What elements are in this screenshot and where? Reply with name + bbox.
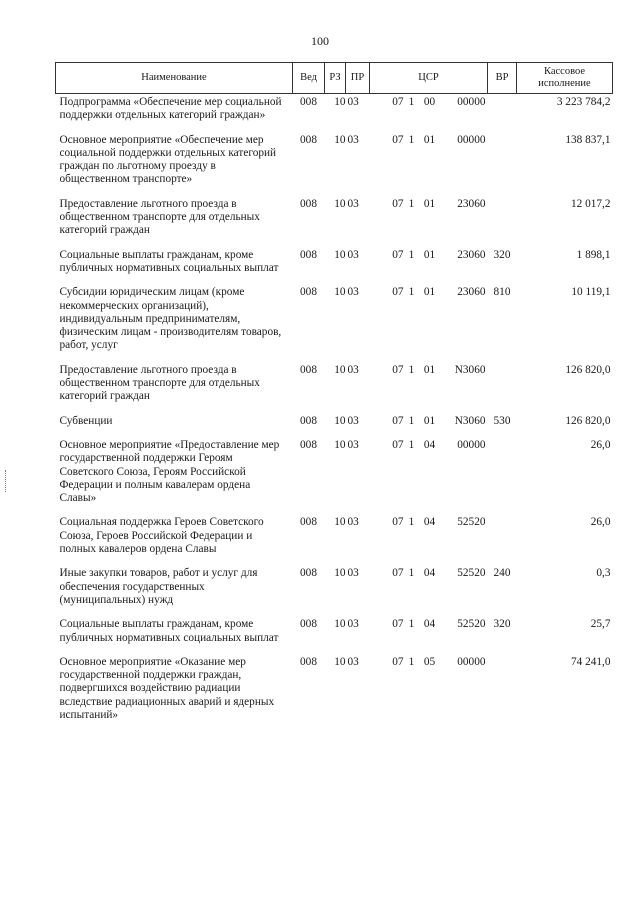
header-name: Наименование [56, 63, 293, 94]
row-csr [370, 616, 488, 654]
row-vr [488, 196, 517, 247]
row-ved: 008 [300, 567, 317, 580]
row-ved: 008 [300, 516, 317, 529]
csr-subprogram: 1 [408, 618, 415, 631]
row-csr [370, 437, 488, 514]
csr-direction: 00000 [457, 96, 486, 108]
row-ved: 008 [300, 96, 317, 108]
row-rz: 10 [334, 286, 346, 299]
csr-subprogram: 1 [408, 655, 415, 668]
csr-direction: 23060 [457, 248, 486, 261]
csr-direction: 52520 [457, 618, 486, 631]
row-vr [488, 94, 517, 132]
row-sum: 3 223 784,2 [556, 96, 611, 108]
table-row [56, 196, 613, 247]
header-ved: Вед [293, 63, 325, 94]
row-sum: 74 241,0 [570, 655, 611, 668]
table-row [56, 132, 613, 196]
csr-subprogram: 1 [408, 286, 415, 299]
csr-event: 04 [423, 516, 436, 529]
csr-program: 07 [392, 618, 404, 631]
row-sum: 0,3 [596, 567, 611, 580]
row-ved: 008 [300, 286, 317, 299]
row-sum: 10 119,1 [571, 286, 611, 299]
row-ved: 008 [300, 248, 317, 261]
table-header [56, 63, 613, 94]
row-ved: 008 [300, 197, 317, 210]
row-rz: 10 [334, 96, 346, 108]
csr-event: 01 [423, 197, 436, 210]
table-row [56, 362, 613, 413]
row-vr [488, 362, 517, 413]
header-rz: РЗ [325, 63, 346, 94]
csr-subprogram: 1 [408, 197, 415, 210]
row-name: Предоставление льготного проезда в общественном транспорте для отдельных категорий граждан [59, 197, 260, 237]
csr-direction: 52520 [457, 516, 486, 529]
csr-direction: 00000 [457, 133, 486, 146]
row-pr: 03 [347, 567, 359, 580]
row-ved: 008 [300, 363, 317, 376]
csr-event: 04 [423, 567, 436, 580]
row-vr: 320 [493, 248, 511, 261]
row-rz: 10 [334, 618, 346, 631]
csr-event: 01 [423, 248, 436, 261]
header-pr: ПР [346, 63, 370, 94]
csr-subprogram: 1 [408, 248, 415, 261]
row-ved: 008 [300, 414, 317, 427]
row-pr: 03 [347, 438, 359, 451]
row-name: Подпрограмма «Обеспечение мер социальной поддержки отдельных категорий граждан» [59, 96, 282, 122]
row-vr [488, 654, 517, 731]
csr-subprogram: 1 [408, 363, 415, 376]
csr-event: 01 [423, 286, 436, 299]
row-vr [488, 437, 517, 514]
row-pr: 03 [347, 286, 359, 299]
row-sum: 25,7 [590, 618, 611, 631]
csr-subprogram: 1 [408, 133, 415, 146]
csr-program: 07 [392, 96, 404, 108]
table-row [56, 514, 613, 565]
row-name: Субсидии юридическим лицам (кроме некоммерческих организаций), индивидуальным предпринимателям, физическим лицам - производителям товаров, работ, услуг [59, 286, 282, 352]
row-pr: 03 [347, 363, 359, 376]
row-rz: 10 [334, 655, 346, 668]
row-vr [488, 514, 517, 565]
csr-direction: 23060 [457, 286, 486, 299]
row-pr: 03 [347, 133, 359, 146]
csr-subprogram: 1 [408, 414, 415, 427]
csr-subprogram: 1 [408, 96, 415, 108]
row-pr: 03 [347, 197, 359, 210]
csr-program: 07 [392, 286, 404, 299]
row-sum: 26,0 [590, 516, 611, 529]
table-row [56, 284, 613, 361]
table-row [56, 565, 613, 616]
row-name: Основное мероприятие «Предоставление мер государственной поддержки Героям Советского Союза, Героям Российской Федерации и полным кавалерам ордена Славы» [59, 438, 280, 505]
budget-execution-table [55, 62, 613, 731]
row-name: Основное мероприятие «Обеспечение мер социальной поддержки отдельных категорий граждан по льготному проезду в общественном транспорте» [59, 133, 277, 186]
table-row [56, 247, 613, 285]
csr-event: 00 [423, 96, 436, 108]
row-name: Социальные выплаты гражданам, кроме публичных нормативных социальных выплат [59, 618, 279, 644]
row-vr: 810 [493, 286, 511, 299]
csr-program: 07 [392, 516, 404, 529]
csr-direction: 23060 [457, 197, 486, 210]
csr-event: 05 [423, 655, 436, 668]
csr-direction: 00000 [457, 438, 486, 451]
row-vr: 320 [493, 618, 511, 631]
row-name: Социальные выплаты гражданам, кроме публичных нормативных социальных выплат [59, 248, 279, 274]
row-sum: 138 837,1 [565, 133, 611, 146]
header-vr: ВР [488, 63, 517, 94]
row-ved: 008 [300, 133, 317, 146]
csr-program: 07 [392, 438, 404, 451]
table-row [56, 654, 613, 731]
row-pr: 03 [347, 414, 359, 427]
row-sum: 126 820,0 [565, 363, 611, 376]
row-rz: 10 [334, 414, 346, 427]
csr-event: 01 [423, 363, 436, 376]
row-ved: 008 [300, 618, 317, 631]
binding-margin-mark [5, 470, 9, 492]
csr-program: 07 [392, 197, 404, 210]
table-row [56, 94, 613, 132]
csr-direction: N3060 [454, 363, 486, 376]
row-vr: 240 [493, 567, 511, 580]
row-pr: 03 [347, 248, 359, 261]
row-sum: 126 820,0 [565, 414, 611, 427]
row-name: Субвенции [59, 414, 113, 427]
csr-event: 04 [423, 438, 436, 451]
csr-program: 07 [392, 363, 404, 376]
header-sum: Кассовое исполнение [517, 63, 613, 94]
csr-subprogram: 1 [408, 438, 415, 451]
csr-program: 07 [392, 248, 404, 261]
row-name: Предоставление льготного проезда в общественном транспорте для отдельных категорий граждан [59, 363, 260, 403]
row-rz: 10 [334, 197, 346, 210]
row-sum: 12 017,2 [570, 197, 611, 210]
row-rz: 10 [334, 438, 346, 451]
row-vr: 530 [493, 414, 511, 427]
table-body [56, 94, 613, 732]
row-rz: 10 [334, 133, 346, 146]
row-rz: 10 [334, 248, 346, 261]
row-pr: 03 [347, 516, 359, 529]
row-vr [488, 132, 517, 196]
table-row [56, 616, 613, 654]
row-name: Основное мероприятие «Оказание мер государственной поддержки граждан, подвергшихся воздействию радиации вследствие радиационных аварий и ядерных испытаний» [59, 655, 275, 721]
row-ved: 008 [300, 655, 317, 668]
csr-program: 07 [392, 567, 404, 580]
table-row [56, 413, 613, 437]
csr-event: 04 [423, 618, 436, 631]
csr-subprogram: 1 [408, 567, 415, 580]
table-row [56, 437, 613, 514]
csr-program: 07 [392, 133, 404, 146]
row-rz: 10 [334, 567, 346, 580]
row-csr [370, 284, 488, 361]
row-sum: 26,0 [590, 438, 611, 451]
row-pr: 03 [347, 655, 359, 668]
row-pr: 03 [347, 618, 359, 631]
row-csr [370, 362, 488, 413]
row-csr [370, 132, 488, 196]
row-csr [370, 654, 488, 731]
row-csr [370, 196, 488, 247]
csr-direction: N3060 [454, 414, 486, 427]
csr-direction: 52520 [457, 567, 486, 580]
row-csr [370, 413, 488, 437]
row-csr [370, 94, 488, 132]
row-csr [370, 514, 488, 565]
page-number: 100 [311, 34, 329, 48]
row-sum: 1 898,1 [576, 248, 611, 261]
csr-event: 01 [423, 133, 436, 146]
header-csr: ЦСР [370, 63, 488, 94]
row-csr [370, 565, 488, 616]
row-ved: 008 [300, 438, 317, 451]
row-name: Иные закупки товаров, работ и услуг для обеспечения государственных (муниципальных) нужд [59, 567, 258, 606]
csr-program: 07 [392, 414, 404, 427]
csr-event: 01 [423, 414, 436, 427]
row-csr [370, 247, 488, 285]
row-name: Социальная поддержка Героев Советского Союза, Героев Российской Федерации и полных кавалеров ордена Славы [59, 516, 264, 556]
csr-direction: 00000 [457, 655, 486, 668]
csr-subprogram: 1 [408, 516, 415, 529]
csr-program: 07 [392, 655, 404, 668]
row-rz: 10 [334, 516, 346, 529]
row-pr: 03 [347, 96, 359, 108]
row-rz: 10 [334, 363, 346, 376]
